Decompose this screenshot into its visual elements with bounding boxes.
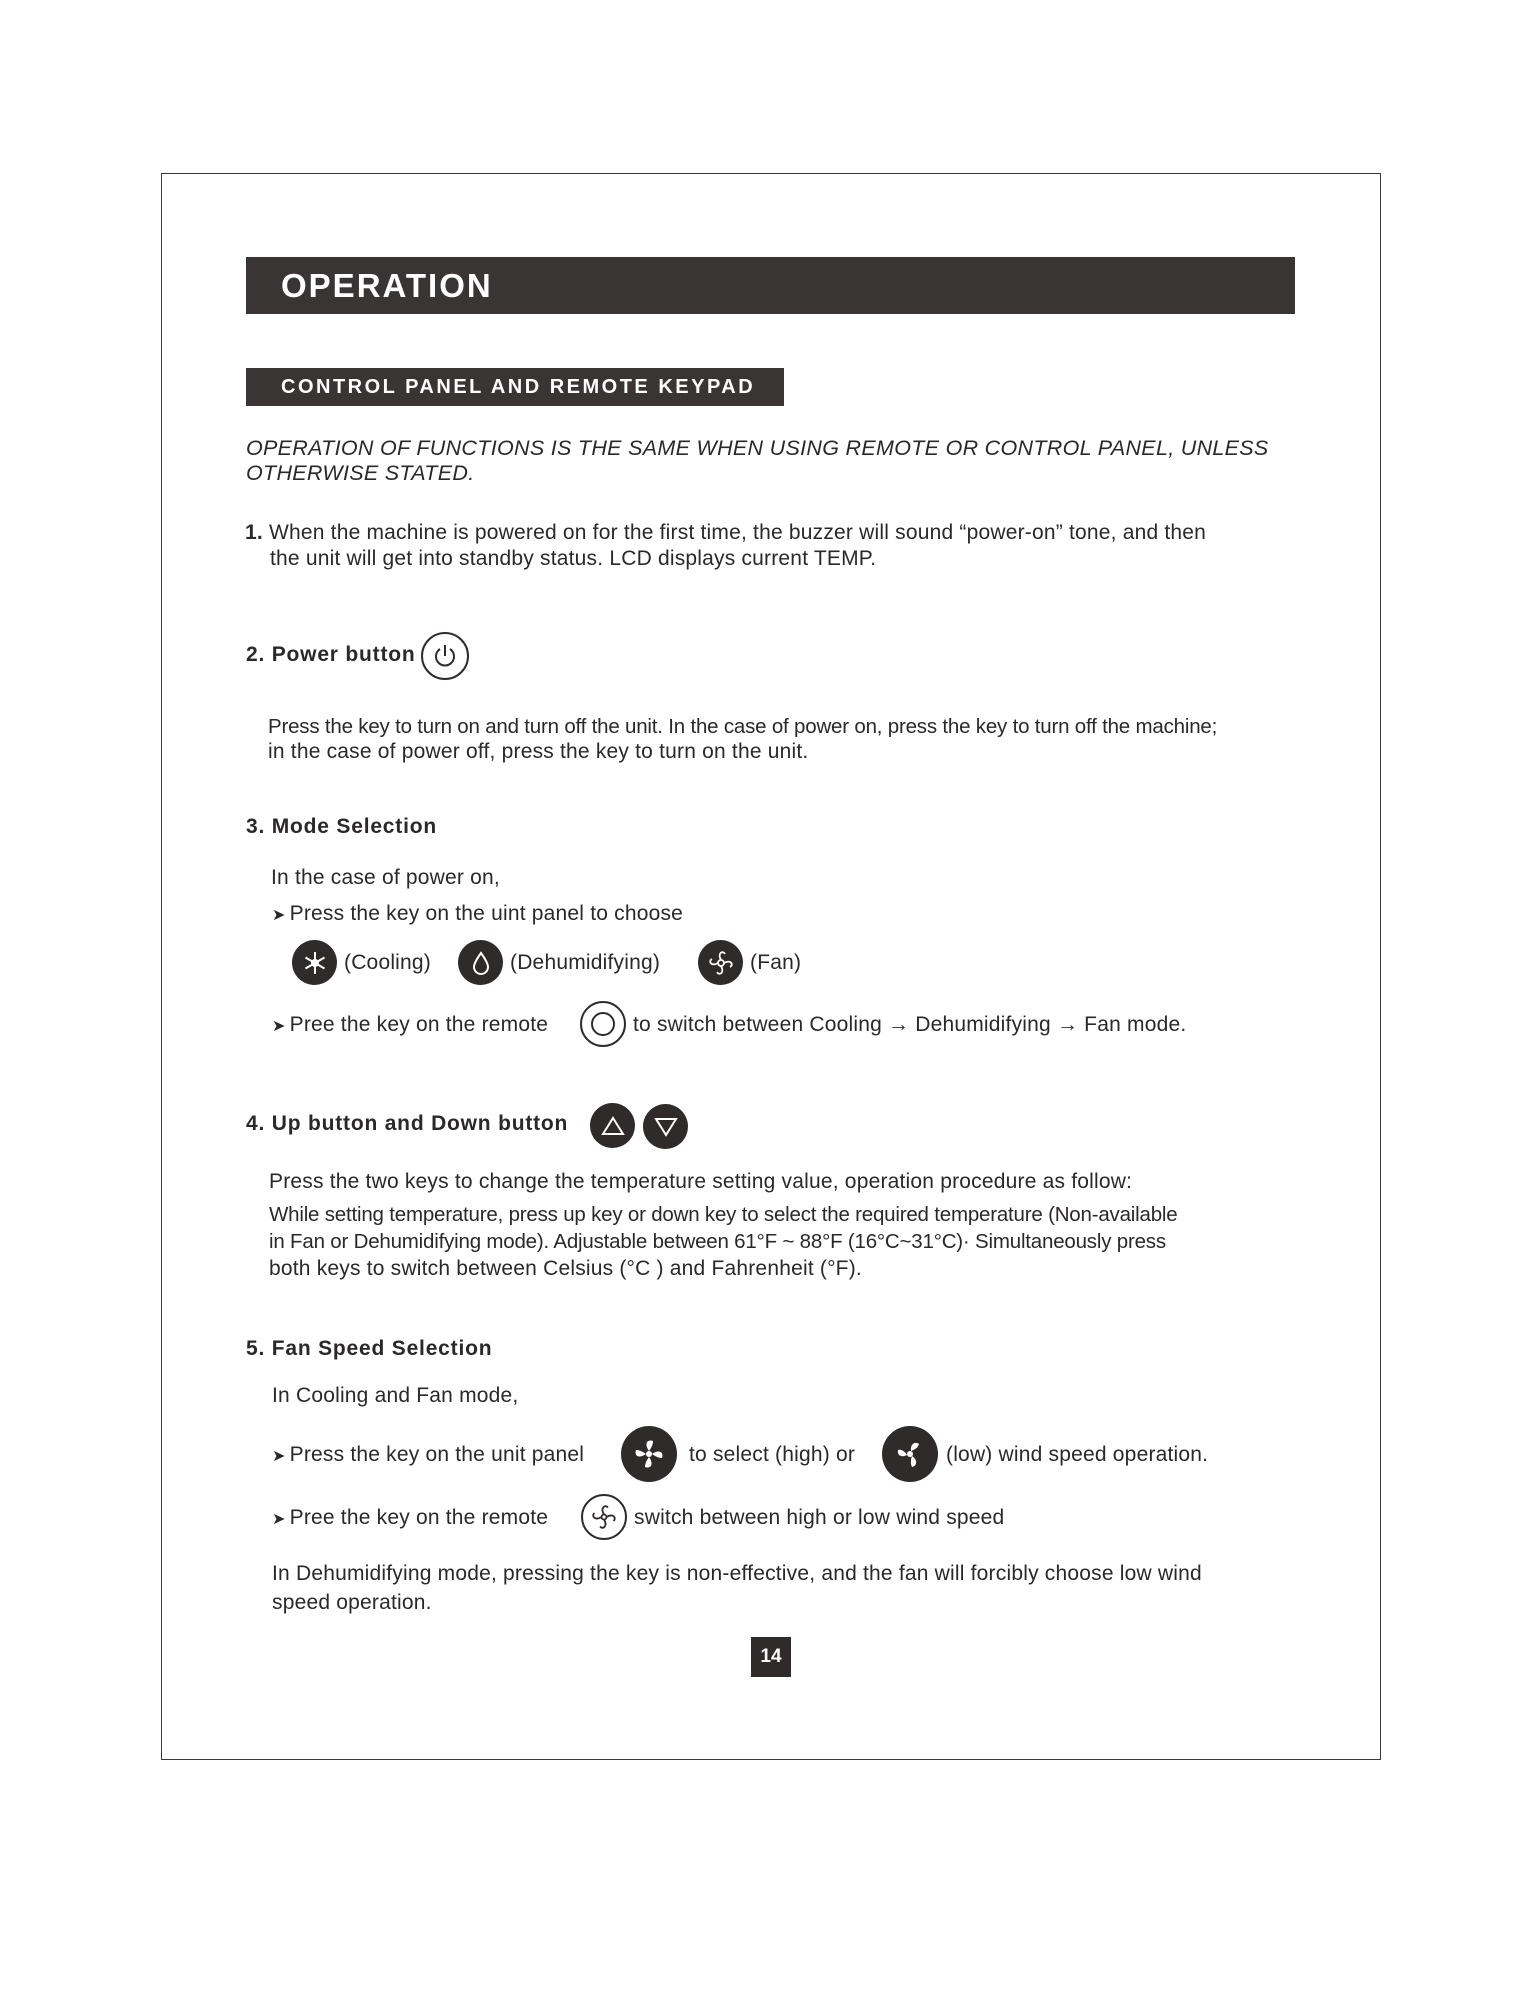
section-5-bullet1-text-b: to select (high) or (689, 1443, 856, 1466)
section-4-line4: both keys to switch between Celsius (°C ) and Fahrenheit (°F). (269, 1257, 862, 1280)
section-5-bullet1-text-c: (low) wind speed operation. (946, 1443, 1209, 1466)
fan-mode-icon (698, 940, 743, 985)
fan-speed-remote-icon (581, 1494, 627, 1540)
section-5-bullet1 (272, 1442, 584, 1470)
section-5-line3: speed operation. (272, 1591, 432, 1614)
section-5-bullet1-text-a: Press the key on the unit panel (289, 1443, 585, 1466)
low-speed-fan-icon (882, 1426, 938, 1482)
bullet-arrow-icon: ➤ (272, 1018, 286, 1035)
section-4-line1: Press the two keys to change the temperature setting value, operation procedure as follow: (269, 1170, 1133, 1193)
high-speed-fan-icon (621, 1426, 677, 1482)
section-4-heading: 4. Up button and Down button (246, 1112, 569, 1135)
fan-label: (Fan) (750, 951, 802, 974)
section-5-bullet2-text-b: switch between high or low wind speed (634, 1506, 1005, 1529)
section-2-line2: in the case of power off, press the key to turn on the unit. (268, 740, 809, 763)
page-title: OPERATION (246, 257, 1295, 314)
section-5-bullet2-text-a: Pree the key on the remote (289, 1506, 549, 1529)
section-4-line3: in Fan or Dehumidifying mode). Adjustable between 61°F ~ 88°F (16°C~31°C)· Simultaneously press (269, 1230, 1166, 1253)
section-1-number: 1. (245, 521, 263, 544)
section-5-line2: In Dehumidifying mode, pressing the key is non-effective, and the fan will forcibly choose low wind (272, 1562, 1202, 1585)
section-3-heading: 3. Mode Selection (246, 815, 437, 838)
water-drop-icon (458, 940, 503, 985)
bullet-arrow-icon: ➤ (272, 1511, 286, 1528)
section-3-bullet1 (272, 901, 683, 929)
section-3-bullet2-text-b: to switch between Cooling → Dehumidifying → Fan mode. (633, 1013, 1187, 1036)
page-number: 14 (751, 1637, 791, 1677)
section-subtitle: CONTROL PANEL AND REMOTE KEYPAD (246, 368, 784, 406)
notice-text: OPERATION OF FUNCTIONS IS THE SAME WHEN USING REMOTE OR CONTROL PANEL, UNLESS OTHERWISE STATED. (246, 436, 1269, 485)
power-icon (421, 632, 469, 680)
section-3-line1: In the case of power on, (271, 866, 500, 889)
bullet-arrow-icon: ➤ (272, 1448, 286, 1465)
section-4-line2: While setting temperature, press up key or down key to select the required temperature (Non-available (269, 1203, 1178, 1226)
section-1-text (245, 520, 1206, 546)
section-5-heading: 5. Fan Speed Selection (246, 1337, 493, 1360)
section-3-bullet2 (272, 1012, 548, 1040)
section-1-line1: When the machine is powered on for the first time, the buzzer will sound “power-on” tone, and then (268, 521, 1207, 544)
section-2-line1: Press the key to turn on and turn off the unit. In the case of power on, press the key to turn off the machine; (268, 715, 1218, 738)
snowflake-icon (292, 940, 337, 985)
section-3-bullet2-text-a: Pree the key on the remote (289, 1013, 549, 1036)
section-5-line1: In Cooling and Fan mode, (272, 1384, 519, 1407)
up-arrow-icon (590, 1103, 635, 1148)
bullet-arrow-icon: ➤ (272, 907, 286, 924)
dehumidifying-label: (Dehumidifying) (510, 951, 661, 974)
section-5-bullet2 (272, 1505, 548, 1533)
section-2-heading: 2. Power button (246, 643, 416, 666)
cooling-label: (Cooling) (344, 951, 431, 974)
down-arrow-icon (643, 1104, 688, 1149)
section-3-bullet1-text: Press the key on the uint panel to choose (289, 902, 684, 925)
section-1-line2: the unit will get into standby status. LCD displays current TEMP. (270, 547, 877, 570)
mode-remote-icon (580, 1001, 626, 1047)
